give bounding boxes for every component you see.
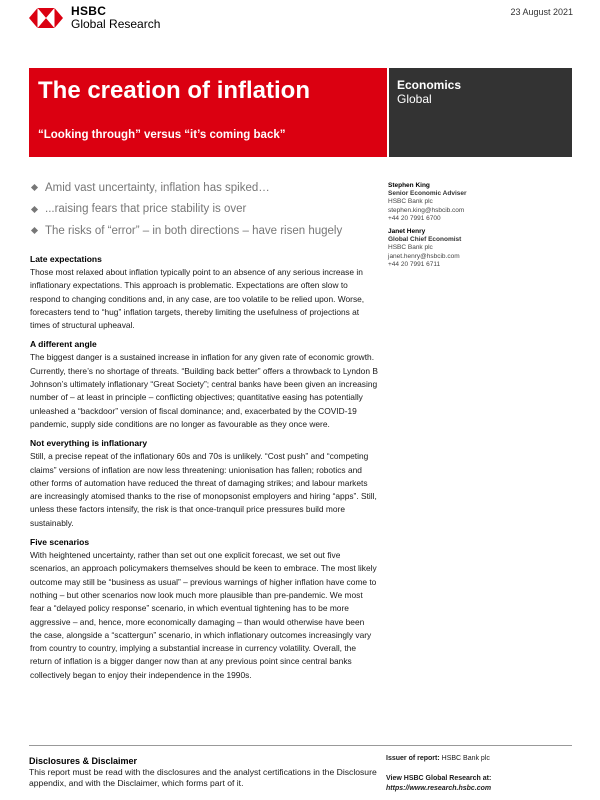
- section-body: Still, a precise repeat of the inflationary 60s and 70s is unlikely. “Cost push” and “competing claims” versions of inflation are now less threatening: unionisation has fallen; robotics and other forms of automation have reduced the threat of damaging strikes; and labour markets are increasingly atomised thanks to the rise of monopsonist employers and hiring “apps”. Still, unless these factors intensify, the risk is that once-tranquil price pressures build more sustainably.: [30, 451, 377, 528]
- analyst-email[interactable]: stephen.king@hsbcib.com: [388, 206, 465, 214]
- issuer-value: HSBC Bank plc: [441, 755, 490, 762]
- main-content: [30, 254, 378, 689]
- analyst-email[interactable]: janet.henry@hsbcib.com: [388, 252, 460, 260]
- analyst-role: Senior Economic Adviser: [388, 190, 467, 198]
- sector-name: Economics: [397, 78, 462, 92]
- section-heading: Late expectations: [30, 254, 102, 264]
- issuer-block: [386, 754, 576, 794]
- analyst-name: Stephen King: [388, 182, 430, 189]
- analyst-phone: +44 20 7991 6711: [388, 260, 441, 268]
- analyst-company: HSBC Bank plc: [388, 244, 433, 252]
- diamond-bullet-icon: [31, 227, 38, 234]
- section-body: Those most relaxed about inflation typically point to an absence of any serious increase in inflationary expectations. This approach is problematic. Expectations are often slow to respond to changing conditions and, in any case, are too volatile to be relied upon. Worse, forecasters tend to “hug” inflation targets, thereby limiting the usefulness of projections at times of structural upheaval.: [30, 267, 365, 331]
- section-heading: Not everything is inflationary: [30, 438, 148, 449]
- key-point: [30, 177, 380, 199]
- analyst-sidebar: [388, 182, 572, 274]
- analyst-company: HSBC Bank plc: [388, 198, 433, 206]
- sector-box: [389, 68, 572, 157]
- brand-subtitle: Global Research: [71, 17, 161, 31]
- section-body: With heightened uncertainty, rather than set out one explicit forecast, we set out five scenarios, an approach policymakers themselves should be keen to embrace. The most likely outcome may still be “business as usual” – previous warnings of higher inflation have come to nothing – but other scenarios now look much more plausible than pre-pandemic. We most fear a “delayed policy response” scenario, in which eventual tightening has to be more aggressive – and, hence, more economically damaging – than would otherwise have been the case, alongside a “scattergun” scenario, in which inflationary outcomes increasingly vary from country to country, implying a substantial increase in currency volatility. Overall, the return of inflation is a bigger danger now than at any previous point since central banks collectively began to enjoy their independence in the 1990s.: [30, 550, 377, 680]
- analyst-role: Global Chief Economist: [388, 236, 462, 244]
- disclosures-text: This report must be read with the disclosures and the analyst certifications in the Disclosure appendix, and with the Disclaimer, which forms part of it.: [29, 767, 377, 789]
- section-body: The biggest danger is a sustained increase in inflation for any given rate of economic growth. Currently, there’s no shortage of threats. “Building back better” offers a throwback to Lyndon B Johnson’s ultimately inflationary “Great Society”; central banks have been given an increasing number of – at least in principle – conflicting objectives; quantitative easing has potentially unleashed a “backdoor” version of fiscal dominance; and, exacerbated by the COVID-19 pandemic, supply side conditions are no longer as favourable as they once were.: [30, 352, 378, 429]
- report-title: The creation of inflation: [38, 77, 311, 104]
- analyst-card: [388, 228, 572, 269]
- research-site-link[interactable]: https://www.research.hsbc.com: [386, 785, 492, 792]
- analyst-phone: +44 20 7991 6700: [388, 214, 441, 222]
- hsbc-logo: [29, 4, 160, 32]
- diamond-bullet-icon: [31, 206, 38, 213]
- hsbc-hexagon-icon: [29, 8, 63, 28]
- diamond-bullet-icon: [31, 184, 38, 191]
- title-banner: [29, 68, 387, 157]
- publication-date: 23 August 2021: [510, 7, 573, 17]
- key-points-list: [30, 177, 380, 242]
- key-point-text: The risks of “error” – in both directions – have risen hugely: [45, 224, 343, 237]
- key-point: [30, 199, 380, 221]
- section-heading: A different angle: [30, 339, 97, 350]
- issuer-line: [386, 754, 576, 763]
- brand-name: HSBC: [71, 4, 107, 19]
- analyst-card: [388, 182, 572, 223]
- key-point-text: Amid vast uncertainty, inflation has spiked…: [45, 181, 270, 194]
- research-site-label: View HSBC Global Research at:: [386, 775, 492, 782]
- disclosures-block: [29, 755, 379, 790]
- section-heading: Five scenarios: [30, 537, 90, 548]
- footer-divider: [29, 745, 572, 746]
- report-subtitle: “Looking through” versus “it’s coming back”: [38, 129, 286, 141]
- issuer-label: Issuer of report:: [386, 755, 440, 762]
- key-point-text: ...raising fears that price stability is over: [45, 203, 247, 216]
- disclosures-heading: Disclosures & Disclaimer: [29, 756, 138, 766]
- analyst-name: Janet Henry: [388, 228, 426, 236]
- sector-region: Global: [397, 92, 432, 106]
- key-point: [30, 220, 380, 242]
